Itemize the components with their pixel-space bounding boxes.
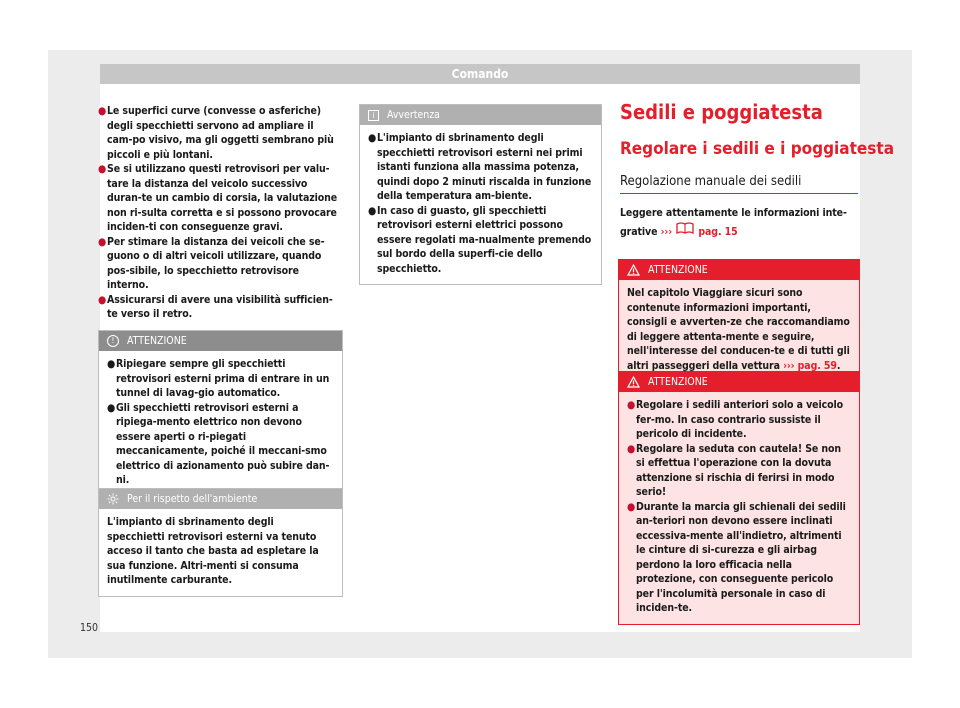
- environment-box-header: Per il rispetto dell'ambiente: [99, 489, 342, 509]
- note-box: [359, 104, 602, 285]
- list-item: ● L'impianto di sbrinamento degli specchietti retrovisori esterni nei primi istanti funziona alla massima potenza, quindi dopo 2 minuti riscalda in funzione della temperatura am-biente.: [368, 132, 592, 202]
- attention-box-header: ATTENZIONE: [619, 372, 859, 392]
- attention-box-body: [99, 351, 342, 496]
- list-item: ● Durante la marcia gli schienali dei sedili an-teriori non devono essere inclinati eccessiva-mente all'indietro, altrimenti le cinture di si-curezza e gli airbag perdono la loro efficacia nella protezione, con conseguente pericolo per l'incolumità personale in caso di inciden-te.: [627, 500, 846, 614]
- bullet-icon: ●: [98, 105, 107, 117]
- list-item: ● Regolare i sedili anteriori solo a veicolo fer-mo. In caso contrario sussiste il pericolo di incidente.: [627, 399, 844, 440]
- list-item: ● Assicurarsi di avere una visibilità sufficien-te verso il retro.: [98, 293, 333, 320]
- page-header: Comando: [100, 64, 860, 84]
- list-item: ● Gli specchietti retrovisori esterni a ripiega-mento elettrico non devono essere aperti o ri-piegati meccanicamente, poiché il meccani-smo elettrico di azionamento può subire dan-ni.: [107, 401, 330, 486]
- book-icon: [675, 221, 695, 235]
- subheading: Regolazione manuale dei sedili: [620, 174, 802, 189]
- bullet-icon: ●: [107, 358, 116, 370]
- subsection-title: Regolare i sedili e i poggiatesta: [620, 139, 895, 159]
- list-item: ● Se si utilizzano questi retrovisori per valu-tare la distanza del veicolo successivo duran-te un cambio di corsia, la valutazione non ri-sulta corretta e si possono provocare inciden-ti con conseguenze gravi.: [98, 163, 338, 233]
- bullet-icon: ●: [368, 132, 377, 144]
- reference-arrows-icon: ›››: [660, 225, 672, 238]
- environment-box: [98, 488, 343, 597]
- attention-box-header: ATTENZIONE: [619, 260, 859, 280]
- list-item: ● Ripiegare sempre gli specchietti retrovisori esterni prima di entrare in un tunnel di lavag-gio automatico.: [107, 358, 330, 399]
- attention-box-safety-chapter: [618, 259, 860, 382]
- environment-box-body: L'impianto di sbrinamento degli specchietti retrovisori esterni va tenuto acceso il tanto che basta ad espletare la sua funzione. Altri-menti si consuma inutilmente carburante.: [107, 516, 319, 586]
- list-item: ● In caso di guasto, gli specchietti retrovisori esterni elettrici possono essere regolati ma-nualmente premendo sul bordo della superfi-cie dello specchietto.: [368, 204, 592, 275]
- warning-triangle-icon: [627, 376, 640, 388]
- bullet-icon: ●: [98, 235, 107, 248]
- bullet-icon: ●: [368, 204, 377, 217]
- attention-box-mirrors: [98, 330, 343, 497]
- note-square-icon: i: [368, 110, 379, 121]
- list-item: ● Le superfici curve (convesse o asferiche) degli specchietti servono ad ampliare il cam-po visivo, ma gli oggetti sembrano più piccoli e più lontani.: [98, 105, 334, 161]
- note-box-body: [360, 125, 601, 284]
- environment-icon: [107, 493, 119, 505]
- bullet-icon: ●: [98, 293, 107, 306]
- attention-box-header: ! ATTENZIONE: [99, 331, 342, 351]
- bullet-icon: ●: [107, 401, 116, 414]
- bullet-icon: ●: [98, 163, 107, 175]
- page-reference-link[interactable]: pag. 59: [797, 359, 837, 372]
- list-item: ● Per stimare la distanza dei veicoli che se-guono o di altri veicoli utilizzare, quando pos-sibile, lo specchietto retrovisore interno.: [98, 235, 325, 291]
- page-reference-link[interactable]: pag. 15: [698, 225, 738, 238]
- page-number: 150: [80, 622, 99, 634]
- heading-divider: [620, 193, 858, 194]
- attention-box-body: [619, 392, 859, 624]
- note-box-header: i Avvertenza: [360, 105, 601, 125]
- list-item: ● Regolare la seduta con cautela! Se non si effettua l'operazione con la dovuta attenzione si rischia di ferirsi in modo serio!: [627, 442, 842, 498]
- bullet-icon: ●: [627, 442, 636, 455]
- warning-triangle-icon: [627, 264, 640, 276]
- bullet-icon: ●: [627, 500, 636, 513]
- attention-box-body: Nel capitolo Viaggiare sicuri sono contenute informazioni importanti, consigli e avverten-ze che raccomandiamo di leggere attenta-mente e seguire, nell'interesse del conducen-te e di tutti gli altri passeggeri della vettura ››› pag. 59.: [619, 280, 859, 381]
- mirror-warning-list: [98, 104, 338, 322]
- bullet-icon: ●: [627, 399, 636, 411]
- reference-arrows-icon: ›››: [783, 359, 795, 372]
- info-circle-icon: !: [107, 335, 119, 347]
- attention-box-seat-adjustment: [618, 371, 860, 625]
- intro-paragraph: Leggere attentamente le informazioni inte-grative ››› pag. 15: [620, 207, 847, 238]
- section-title: Sedili e poggiatesta: [620, 100, 823, 124]
